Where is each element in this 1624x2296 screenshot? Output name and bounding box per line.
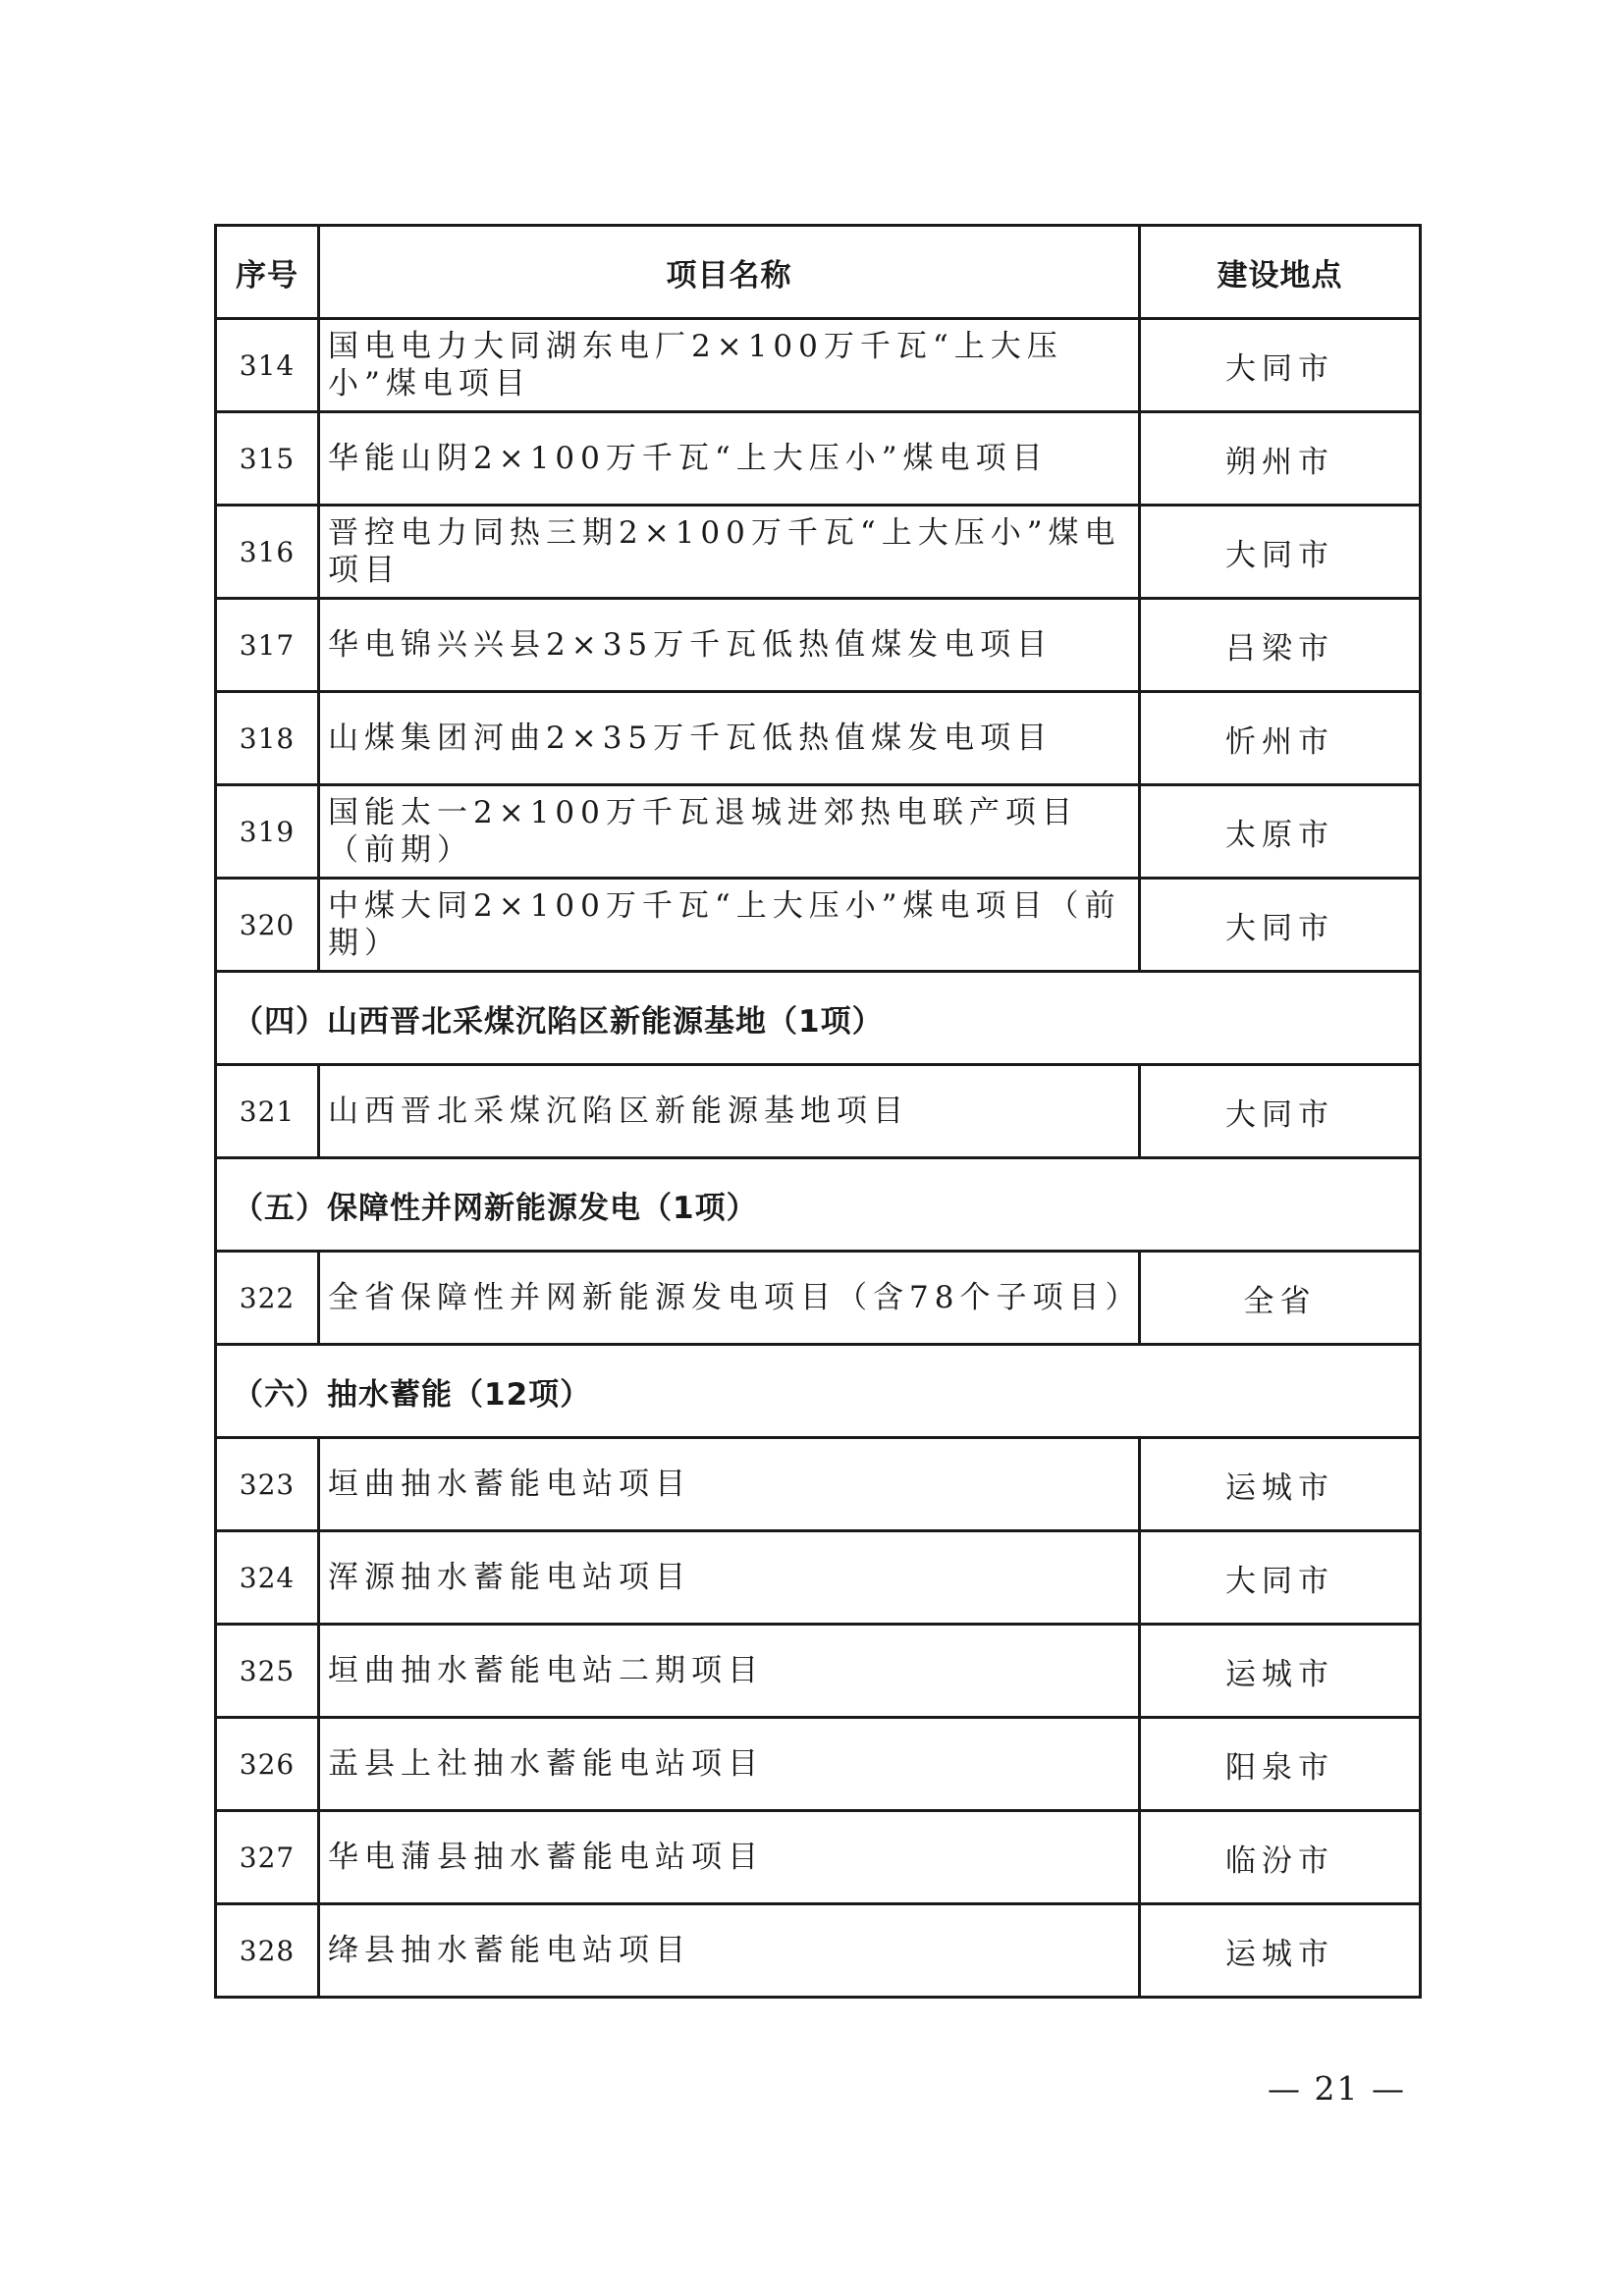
section-row xyxy=(216,972,1421,1065)
project-name: 国电电力大同湖东电厂2×100万千瓦“上大压小”煤电项目 xyxy=(319,319,1140,412)
row-number: 317 xyxy=(216,599,319,692)
table-row xyxy=(216,1065,1421,1158)
row-number: 316 xyxy=(216,506,319,599)
project-location: 阳泉市 xyxy=(1140,1718,1421,1811)
row-number: 315 xyxy=(216,412,319,506)
row-number: 325 xyxy=(216,1625,319,1718)
row-number: 321 xyxy=(216,1065,319,1158)
table-row xyxy=(216,692,1421,785)
project-name: 晋控电力同热三期2×100万千瓦“上大压小”煤电项目 xyxy=(319,506,1140,599)
row-number: 319 xyxy=(216,785,319,879)
table-row xyxy=(216,1531,1421,1625)
project-name: 全省保障性并网新能源发电项目（含78个子项目） xyxy=(319,1252,1140,1345)
project-location: 临汾市 xyxy=(1140,1811,1421,1904)
row-number: 314 xyxy=(216,319,319,412)
project-table xyxy=(214,224,1422,1999)
table-row xyxy=(216,1438,1421,1531)
project-name: 华能山阴2×100万千瓦“上大压小”煤电项目 xyxy=(319,412,1140,506)
header-location: 建设地点 xyxy=(1140,226,1421,319)
project-location: 运城市 xyxy=(1140,1438,1421,1531)
project-location: 大同市 xyxy=(1140,319,1421,412)
section-heading: （六）抽水蓄能（12项） xyxy=(216,1345,1421,1438)
row-number: 327 xyxy=(216,1811,319,1904)
project-location: 大同市 xyxy=(1140,506,1421,599)
page-number: — 21 — xyxy=(1268,2069,1406,2108)
table-row xyxy=(216,1625,1421,1718)
project-location: 吕梁市 xyxy=(1140,599,1421,692)
row-number: 320 xyxy=(216,879,319,972)
row-number: 326 xyxy=(216,1718,319,1811)
project-name: 山煤集团河曲2×35万千瓦低热值煤发电项目 xyxy=(319,692,1140,785)
project-location: 忻州市 xyxy=(1140,692,1421,785)
table-row xyxy=(216,319,1421,412)
header-serial-number: 序号 xyxy=(216,226,319,319)
section-heading: （五）保障性并网新能源发电（1项） xyxy=(216,1158,1421,1252)
section-row xyxy=(216,1345,1421,1438)
table-row xyxy=(216,1811,1421,1904)
project-name: 盂县上社抽水蓄能电站项目 xyxy=(319,1718,1140,1811)
project-name: 浑源抽水蓄能电站项目 xyxy=(319,1531,1140,1625)
project-name: 国能太一2×100万千瓦退城进郊热电联产项目（前期） xyxy=(319,785,1140,879)
section-row xyxy=(216,1158,1421,1252)
header-project-name: 项目名称 xyxy=(319,226,1140,319)
project-location: 运城市 xyxy=(1140,1904,1421,1998)
table-row xyxy=(216,785,1421,879)
row-number: 318 xyxy=(216,692,319,785)
table-header-row xyxy=(216,226,1421,319)
table-row xyxy=(216,1904,1421,1998)
project-name: 华电蒲县抽水蓄能电站项目 xyxy=(319,1811,1140,1904)
project-location: 全省 xyxy=(1140,1252,1421,1345)
project-name: 山西晋北采煤沉陷区新能源基地项目 xyxy=(319,1065,1140,1158)
table-row xyxy=(216,599,1421,692)
project-location: 大同市 xyxy=(1140,1065,1421,1158)
project-name: 中煤大同2×100万千瓦“上大压小”煤电项目（前期） xyxy=(319,879,1140,972)
project-name: 垣曲抽水蓄能电站项目 xyxy=(319,1438,1140,1531)
table-row xyxy=(216,879,1421,972)
project-location: 太原市 xyxy=(1140,785,1421,879)
row-number: 324 xyxy=(216,1531,319,1625)
row-number: 323 xyxy=(216,1438,319,1531)
project-location: 大同市 xyxy=(1140,879,1421,972)
row-number: 328 xyxy=(216,1904,319,1998)
project-location: 朔州市 xyxy=(1140,412,1421,506)
project-name: 绛县抽水蓄能电站项目 xyxy=(319,1904,1140,1998)
table-row xyxy=(216,412,1421,506)
section-heading: （四）山西晋北采煤沉陷区新能源基地（1项） xyxy=(216,972,1421,1065)
table-row xyxy=(216,1252,1421,1345)
project-name: 华电锦兴兴县2×35万千瓦低热值煤发电项目 xyxy=(319,599,1140,692)
table-row xyxy=(216,506,1421,599)
project-name: 垣曲抽水蓄能电站二期项目 xyxy=(319,1625,1140,1718)
table-row xyxy=(216,1718,1421,1811)
row-number: 322 xyxy=(216,1252,319,1345)
project-location: 大同市 xyxy=(1140,1531,1421,1625)
project-location: 运城市 xyxy=(1140,1625,1421,1718)
